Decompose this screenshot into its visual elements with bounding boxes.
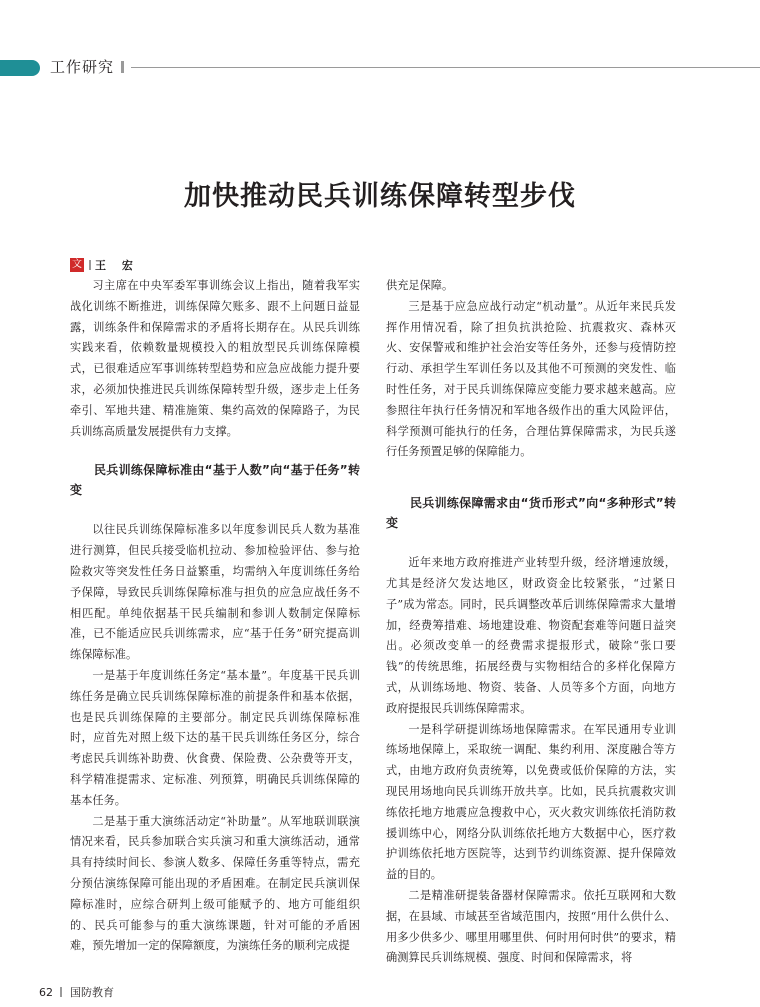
- section-title: 工作研究: [50, 58, 115, 76]
- author-badge: 文: [72, 259, 82, 270]
- paragraph: 一是科学研提训练场地保障需求。在军民通用专业训练场地保障上，采取统一调配、集约利用、深度融合等方式，由地方政府负责统筹，以免费或低价保障的方法，实现民用场地向民兵训练开放共享。比如，民兵抗震救灾训练依托地方地震应急搜救中心，灭火救灾训练依托消防救援训练中心，网络分队训练依托地方大数据中心，医疗救护训练依托地方医院等，达到节约训练资源、提升保障效益的目的。: [386, 722, 676, 882]
- section-heading: 民兵训练保障标准由“基于人数”向“基于任务”转变: [70, 463, 360, 498]
- section-tab-marker: [0, 60, 40, 76]
- article-title: 加快推动民兵训练保障转型步伐: [184, 181, 576, 212]
- paragraph: 一是基于年度训练任务定“基本量”。年度基干民兵训练任务是确立民兵训练保障标准的前提条件和基本依据，也是民兵训练保障的主要部分。制定民兵训练保障标准时，应首先对照上级下达的基干民兵训练任务区分，综合考虑民兵训练补助费、伙食费、保险费、公杂费等开支，科学精准提需求、定标准、列预算，明确民兵训练保障的基本任务。: [70, 668, 360, 807]
- paragraph: 三是基于应急应战行动定“机动量”。从近年来民兵发挥作用情况看，除了担负抗洪抢险、抗震救灾、森林灭火、安保警戒和维护社会治安等任务外，还参与疫情防控行动、承担学生军训任务以及其他不可预测的突发性、临时性任务，对于民兵训练保障应变能力要求越来越高。应参照往年执行任务情况和军地各级作出的重大风险评估，科学预测可能执行的任务，合理估算保障需求，为民兵遂行任务预置足够的保障能力。: [386, 299, 676, 459]
- author-byline: [70, 258, 139, 272]
- paragraph-continued: 供充足保障。: [386, 279, 454, 292]
- journal-name: 国防教育: [70, 986, 114, 999]
- right-column: [386, 276, 676, 969]
- paragraph: 以往民兵训练保障标准多以年度参训民兵人数为基准进行测算，但民兵接受临机拉动、参加检验评估、参与抢险救灾等突发性任务日益繁重，均需纳入年度训练任务给予保障，导致民兵训练保障标准与担负的应急应战任务不相匹配。单纯依据基干民兵编制和参训人数制定保障标准，已不能适应民兵训练需求，应“基于任务”研究提高训练保障标准。: [70, 523, 360, 662]
- header-divider: [121, 61, 124, 73]
- footer-divider: [60, 987, 62, 997]
- paragraph: 近年来地方政府推进产业转型升级，经济增速放缓，尤其是经济欠发达地区，财政资金比较紧张，“过紧日子”成为常态。同时，民兵调整改革后训练保障需求大量增加，经费筹措难、场地建设难、物资配套难等问题日益突出。必须改变单一的经费需求提报形式，破除“张口要钱”的传统思维，拓展经费与实物相结合的多样化保障方式，从训练场地、物资、装备、人员等多个方面，向地方政府提报民兵训练保障需求。: [386, 556, 676, 715]
- author-divider: [89, 260, 91, 270]
- left-column: [70, 276, 360, 957]
- page-footer: [39, 984, 114, 1000]
- paragraph: 习主席在中央军委军事训练会议上指出，随着我军实战化训练不断推进，训练保障欠账多、跟不上问题日益显露，训练条件和保障需求的矛盾将长期存在。从民兵训练实践来看，依赖数量规模投入的粗放型民兵训练保障模式，已很难适应军事训练转型趋势和应急应战能力提升要求，必须加快推进民兵训练保障转型升级，逐步走上任务牵引、军地共建、精准施策、集约高效的保障路子，为民兵训练高质量发展提供有力支撑。: [70, 279, 360, 438]
- paragraph: 二是基于重大演练活动定“补助量”。从军地联训联演情况来看，民兵参加联合实兵演习和重大演练活动，通常具有持续时间长、参演人数多、保障任务重等特点，需充分预估演练保障可能出现的矛盾困难。在制定民兵演训保障标准时，应综合研判上级可能赋予的、地方可能组织的、民兵可能参与的重大演练课题，针对可能的矛盾困难，预先增加一定的保障额度，为演练任务的顺利完成提: [70, 814, 360, 953]
- author-name: 王 宏: [95, 259, 139, 272]
- header-rule: [131, 67, 760, 68]
- page-number: 62: [39, 985, 53, 999]
- section-heading: 民兵训练保障需求由“货币形式”向“多种形式”转变: [386, 496, 676, 531]
- paragraph: 二是精准研提装备器材保障需求。依托互联网和大数据，在县域、市域甚至省域范围内，按照“用什么供什么、用多少供多少、哪里用哪里供、何时用何时供”的要求，精确测算民兵训练规模、强度、时间和保障需求，将: [386, 888, 676, 965]
